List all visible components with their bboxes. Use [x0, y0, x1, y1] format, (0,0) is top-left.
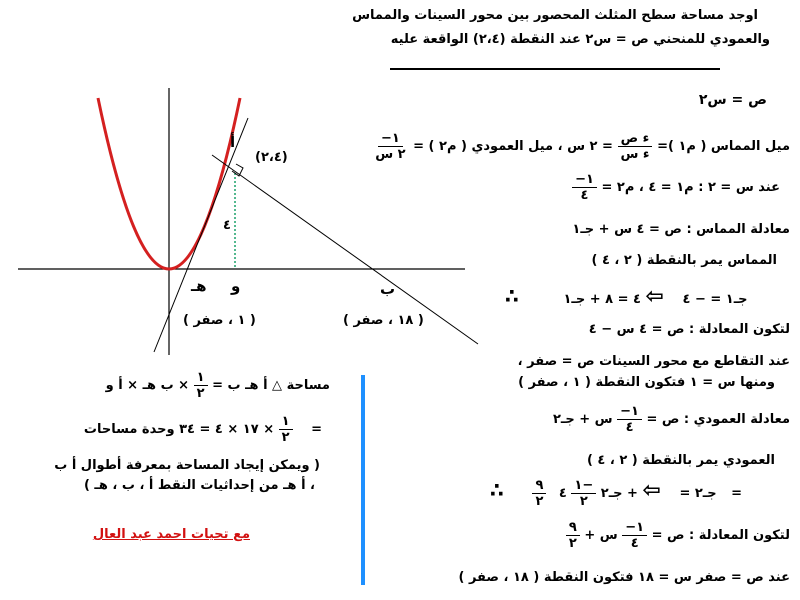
tangent-constant-result: جـ١ = − ٤	[682, 292, 748, 307]
normal-passes-point: العمودي يمر بالنقطة ( ٢ ، ٤ )	[586, 453, 775, 468]
point-a-label: أ	[230, 133, 236, 151]
area-formula-end: × ب هـ × أ و	[105, 378, 190, 393]
x-intercept-line-2: ومنها س = ١ فتكون النقطة ( ١ ، صفر )	[518, 375, 775, 390]
derivative-fraction: $\frac{\text{ء ص}}{\text{ء س}}$	[617, 131, 652, 162]
normal-final-slope: $\frac{١-}{٤}$	[622, 520, 647, 551]
area-formula-row	[106, 370, 330, 401]
therefore-symbol: ∴	[505, 284, 519, 308]
therefore-symbol-2: ∴	[490, 478, 504, 502]
slopes-at-point-text: عند س = ٢ : م١ = ٤ ، م٢ =	[601, 180, 780, 195]
point-b-label: ب	[380, 280, 396, 298]
normal-final-mid: س +	[584, 528, 618, 543]
x-intercept-line-1: عند التقاطع مع محور السينات ص = صفر ،	[517, 354, 790, 369]
implies-arrow: ⇦	[645, 284, 664, 309]
area-result-equals: =	[311, 422, 322, 437]
problem-line-1: اوجد مساحة سطح المثلث المحصور بين محور السينات والمماس	[352, 8, 758, 23]
height-label: ٤	[223, 218, 231, 233]
area-half-fraction: $\frac{١}{٢}$	[194, 370, 208, 401]
normal-constant-row	[490, 478, 742, 509]
area-result-text: × ١٧ × ٤ = ٣٤ وحدة مساحات	[83, 422, 275, 437]
header-divider	[390, 68, 720, 70]
normal-constant-a: ٤ =	[558, 486, 743, 501]
point-o-label: و	[231, 277, 241, 295]
normal-x-intercept: عند ص = صفر س = ١٨ فتكون النقطة ( ١٨ ، صفر )	[458, 570, 790, 585]
slope-normal-fraction: $\frac{١-}{\text{٢ س}}$	[375, 131, 406, 162]
tangent-constant-row	[505, 284, 762, 309]
tangent-equation: معادلة المماس : ص = ٤ س + جـ١	[572, 222, 790, 237]
area-result-row	[84, 414, 322, 445]
normal-equation-text: معادلة العمودي : ص =	[646, 412, 790, 427]
normal-constant-fraction: $\frac{٩}{٢}$	[532, 478, 546, 509]
normal-constant-b: + جـ٢	[600, 486, 638, 501]
normal-final-text: لتكون المعادلة : ص =	[651, 528, 790, 543]
area-formula-text: مساحة △ أ هـ ب =	[212, 378, 330, 393]
slope-tangent-text: ميل المماس ( م١ )=	[657, 139, 790, 154]
point-h-coords: ( ١ ، صفر )	[183, 313, 256, 328]
m2-fraction: $\frac{١-}{٤}$	[572, 172, 597, 203]
area-note-line-2: ، أ هـ من إحداثيات النقط أ ، ب ، هـ )	[83, 478, 315, 493]
slope-normal-text: = ٢ س ، ميل العمودي ( م٢ ) =	[413, 139, 613, 154]
column-divider	[361, 375, 365, 585]
curve-equation: ص = س٢	[698, 92, 767, 108]
tangent-passes-point: المماس يمر بالنقطة ( ٢ ، ٤ )	[591, 253, 777, 268]
tangent-constant-equation: ٤ = ٨ + جـ١	[563, 292, 641, 307]
implies-arrow-2: ⇦	[642, 478, 661, 503]
problem-line-2: والعمودي للمنحني ص = س٢ عند النقطة (٢،٤) الواقعة عليه	[390, 32, 770, 47]
normal-equation-end: س + جـ٢	[552, 412, 613, 427]
tangent-final-equation: لتكون المعادلة : ص = ٤ س − ٤	[588, 322, 790, 337]
normal-final-row	[566, 520, 790, 551]
normal-constant-half: $\frac{١-}{٢}$	[571, 478, 596, 509]
point-h-label: هـ	[191, 277, 207, 295]
normal-constant-lhs: جـ٢ =	[679, 486, 717, 501]
normal-final-constant: $\frac{٩}{٢}$	[566, 520, 580, 551]
normal-equation-row	[553, 404, 790, 435]
point-b-coords: ( ١٨ ، صفر )	[343, 313, 424, 328]
area-result-half: $\frac{١}{٢}$	[279, 414, 293, 445]
point-a-coords: (٢،٤)	[255, 150, 288, 165]
author-signature: مع تحيات احمد عبد العال	[92, 527, 250, 542]
normal-slope-fraction: $\frac{١-}{٤}$	[617, 404, 642, 435]
slope-row	[372, 131, 790, 162]
slopes-at-point-row	[572, 172, 780, 203]
area-note-line-1: ( ويمكن إيجاد المساحة بمعرفة أطوال أ ب	[54, 458, 320, 473]
